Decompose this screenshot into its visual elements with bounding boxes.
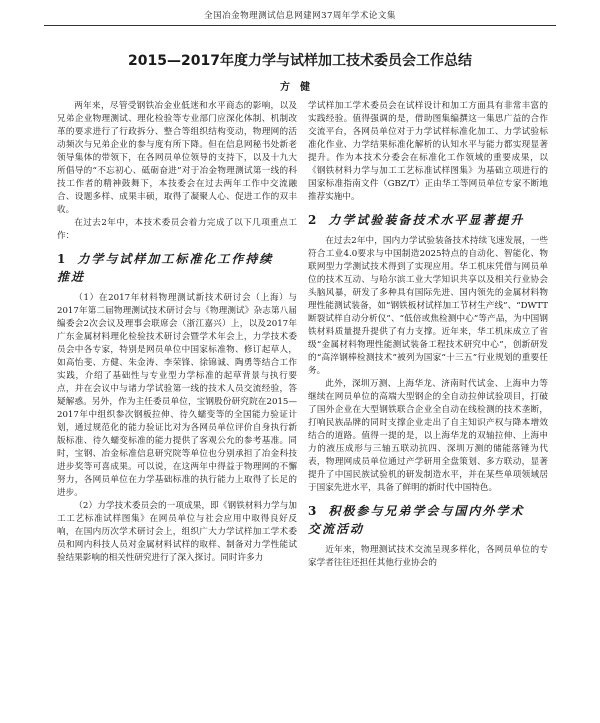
section-title-part: 积极参与兄弟学会与国内外学术 [328,504,525,518]
section-number: 1 [57,252,68,266]
right-column [308,100,548,570]
paragraph-intro: 两年来，尽管受钢铁冶金业低迷和水平商态的影响，以及兄弟企业物理测试、理化检验等专业部门应深化体制、机制改革的要求进行了行政拆分、整合等组织结构变动，物理网的活动频次与兄弟企业的参与度有所下降。但在信息网秘书处新老领导集体的带领下，在各网员单位领导的支持下，以及十九大所倡导的“不忘初心、砥砺奋进”对于冶金物理测试第一线的科技工作者的精神鼓舞下，本技委会在过去两年工作中交流融合、设题多样、成果丰硕，取得了凝聚人心、促进工作的双丰收。 [57,101,297,215]
left-column [57,100,297,565]
running-header: 全国冶金物理测试信息网建网37周年学术论文集 [204,11,396,21]
section-title-part: 推进 [57,270,86,284]
paragraph-body: 近年来，物理测试技术交流呈现多样化，各网员单位的专家学者往往还担任其他行业协会的 [308,545,548,568]
section-number: 2 [308,213,319,227]
header-rule [44,25,556,26]
paragraph-body: 此外，深圳万测、上海华龙、济南时代试金、上海申力等继续在网员单位的高端大型钢企的全自动拉伸试验项目，打破了国外企业在大型钢铁联合企业全自动在线检测的技术垄断，打响民族品牌的同时支撑企业走出了自主知识产权与降本增效结合的道路。值得一提的是，以上海华龙的双轴拉伸、上海申力的液压成形与三轴五联动抗四、深圳万测的储能落锤为代表，物理网成员单位通过产学研用全盘策划、多方联动，显著提升了中国民族试验机的研发制造水平，并在某些单项领域居于国家先进水平，具备了鲜明的新时代中国特色。 [308,379,548,493]
article-title: 2015—2017年度力学与试样加工技术委员会工作总结 [128,53,472,69]
section-heading-1 [57,250,297,286]
section-number: 3 [308,504,319,518]
section-heading-2 [308,211,548,229]
article-author: 方健 [280,82,320,93]
section-title-part: 力学与试样加工标准化工作持续 [77,252,274,266]
section-heading-3 [308,502,548,538]
paragraph-body: （1）在2017年材料物理测试新技术研讨会（上海）与2017年第二届物理测试技术研讨会与《物理测试》杂志第八届编委会2次会议及理事会联席会（浙江嘉兴）上，以及2017年广东金属材料理化检验技术研讨会暨学术年会上，力学技术委员会中各专家，特别是网员单位中国家标准物、修订起草人，如高怡斐、方健、朱金涛、李荣锋、徐锦诚、陶勇等结合工作实践，介绍了基础性与专业型力学标准的起草背景与执行要点，并在会议中与诸力学试验第一线的技术人员交流经验，答疑解惑。另外，作为主任委员单位，宝钢股份研究院在2015—2017年中组织参次钢板拉伸、待久蠕变等的全国能力验证计划，通过规范化的能力验证比对为各网员单位评价自身执行新版标准、待久蠕变标准的能力提供了客观公允的参考基准。同时，宝钢、冶金标准信息研究院等单位也分别承担了冶金科技进步奖等可喜成果。可以说，在这两年中得益于物理网的不懈努力，各网员单位在力学基础标准的执行能力上取得了长足的进步。 [57,293,297,498]
paragraph-continued: 学试样加工学术委员会在试样设计和加工方面具有非常丰富的实践经验。值得强调的是，借助图集编撰这一集思广益的合作交流平台，各网员单位对于力学试样标准化加工、力学试验标准化作业、力学结果标准化解析的认知水平与能力都实现显著提升。作为本技术分委会在标准化工作领域的重要成果，以《钢铁材料力学与加工工艺标准试样图集》为基础立项进行的国家标准指南文件（GBZ/T）正由华工等网员单位专家不断地推荐实施中。 [308,101,548,202]
paragraph-body: （2）力学技术委员会的一项成果，即《钢铁材料力学与加工工艺标准试样图集》在网员单位与社会应用中取得良好反响，在国内历次学术研讨会上，组织广大力学试样加工学术委员和网内科技人员对金属材料试样的取样、制备对力学性能试验结果影响的相关性研究进行了深入探讨。同时许多力 [57,501,297,563]
paragraph-body: 在过去2年中，国内力学试验装备技术持续飞速发展，一些符合工业4.0要求与中国制造2025特点的自动化、智能化、物联网型力学测试技术得到了实现应用。华工机床凭借与网员单位的技术互动、与哈尔滨工业大学知识共享以及相关行业协会头脑风暴，研发了多种具有国际先进、国内领先的金属材料物理性能测试装备，如“钢铁板材试样加工节材生产线”、“DWTT断裂试样自动分析仪”、“低倍或焦检测中心”等产品，为中国钢铁材料质量提升提供了有力支撑。近年来，华工机床成立了省级“金属材料物理性能测试装备工程技术研究中心”，创新研发的“高淬钢棒检测技术”被列为国家“十三五”行业规划的重要任务。 [308,236,548,376]
section-title-part: 交流活动 [308,522,365,536]
paragraph-summary: 在过去2年中，本技术委员会着力完成了以下几项重点工作： [57,218,297,241]
section-title-part: 力学试验装备技术水平显著提升 [328,213,525,227]
